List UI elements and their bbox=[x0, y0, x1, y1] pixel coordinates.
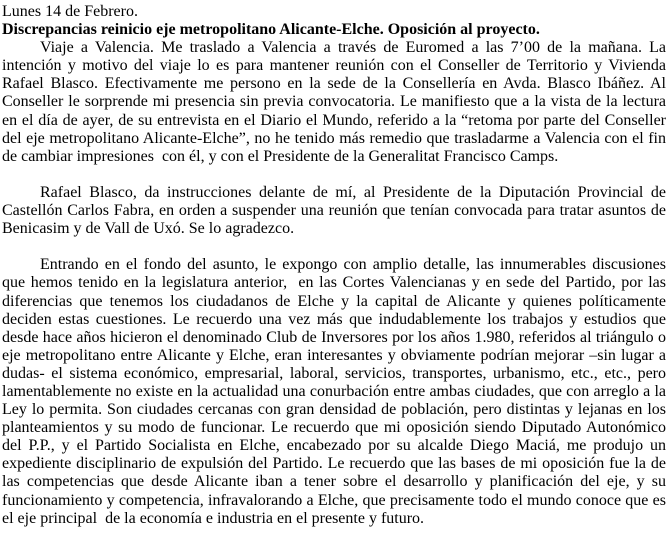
text-line: el eje principal de la economía e industria en el presente y futuro. bbox=[2, 509, 425, 527]
paragraph-rafael-blasco bbox=[2, 184, 666, 238]
paragraph-trip-to-valencia bbox=[2, 39, 666, 166]
text-line: dudas- el sistema económico, empresarial, laboral, servicios, transportes, urbanismo, etc., etc., pero bbox=[2, 364, 666, 382]
text-line: Rafael Blasco, da instrucciones delante de mí, al Presidente de la Diputación Provincial de bbox=[40, 183, 666, 201]
text-line: expediente disciplinario de expulsión del Partido. Le recuerdo que las bases de mi oposición fue la de bbox=[2, 455, 666, 473]
text-line: Entrando en el fondo del asunto, le expongo con amplio detalle, las innumerables discusiones bbox=[40, 256, 666, 274]
text-line: del eje metropolitano Alicante-Elche”, no he tenido más remedio que trasladarme a Valencia con el fin bbox=[2, 129, 666, 147]
text-line: lamentablemente no existe en la actualidad una conurbación entre ambas ciudades, que con arreglo a la bbox=[2, 382, 666, 400]
text-line: en el día de ayer, de su entrevista en el Diario el Mundo, referido a la “retoma por parte del Conseller bbox=[2, 111, 666, 129]
text-line: de cambiar impresiones con él, y con el Presidente de la Generalitat Francisco Camps. bbox=[2, 147, 559, 165]
text-line: las competencias que desde Alicante iban a tener sobre el desarrollo y planificación del eje, y su bbox=[2, 473, 666, 491]
text-line: planteamientos y su modo de funcionar. Le recuerdo que mi oposición siendo Diputado Autonómico bbox=[2, 419, 666, 437]
headline: Discrepancias reinicio eje metropolitano Alicante-Elche. Oposición al proyecto. bbox=[2, 21, 540, 39]
text-line: desde hace años hicieron el denominado Club de Inversores por los años 1.980, referidos al triángulo o bbox=[2, 328, 666, 346]
text-line: deciden estas cuestiones. Le recuerdo una vez más que indudablemente los trabajos y estudios que bbox=[2, 310, 666, 328]
text-line: que hemos tenido en la legislatura anterior, en las Cortes Valencianas y en sede del Partido, por las bbox=[2, 274, 666, 292]
text-line: Viaje a Valencia. Me traslado a Valencia a través de Euromed a las 7’00 de la mañana. La bbox=[40, 39, 666, 57]
paragraph-fondo-del-asunto bbox=[2, 256, 666, 527]
date-line: Lunes 14 de Febrero. bbox=[2, 3, 138, 20]
text-line: intención y motivo del viaje lo es para mantener reunión con el Conseller de Territorio y Vivienda bbox=[2, 57, 666, 75]
text-line: diferencias que tenemos los ciudadanos de Elche y la capital de Alicante y quienes políticamente bbox=[2, 292, 666, 310]
text-line: funcionamiento y competencia, infravalorando a Elche, que precisamente todo el mundo conoce que es bbox=[2, 491, 666, 509]
text-line: Benicasim y de Vall de Uxó. Se lo agradezco. bbox=[2, 220, 295, 238]
text-line: Rafael Blasco. Efectivamente me persono en la sede de la Consellería en Avda. Blasco Ibáñez. Al bbox=[2, 75, 666, 93]
text-line: Castellón Carlos Fabra, en orden a suspender una reunión que tenían convocada para tratar asuntos de bbox=[2, 202, 666, 220]
text-line: eje metropolitano entre Alicante y Elche, eran interesantes y obviamente podrían mejorar –sin lugar a bbox=[2, 346, 666, 364]
text-line: Conseller le sorprende mi presencia sin previa convocatoria. Le manifiesto que a la vista de la lectura bbox=[2, 93, 666, 111]
text-line: del P.P., y el Partido Socialista en Elche, encabezado por su alcalde Diego Maciá, me produjo un bbox=[2, 437, 666, 455]
text-line: Ley lo permita. Son ciudades cercanas con gran densidad de población, pero distintas y lejanas en los bbox=[2, 401, 666, 419]
